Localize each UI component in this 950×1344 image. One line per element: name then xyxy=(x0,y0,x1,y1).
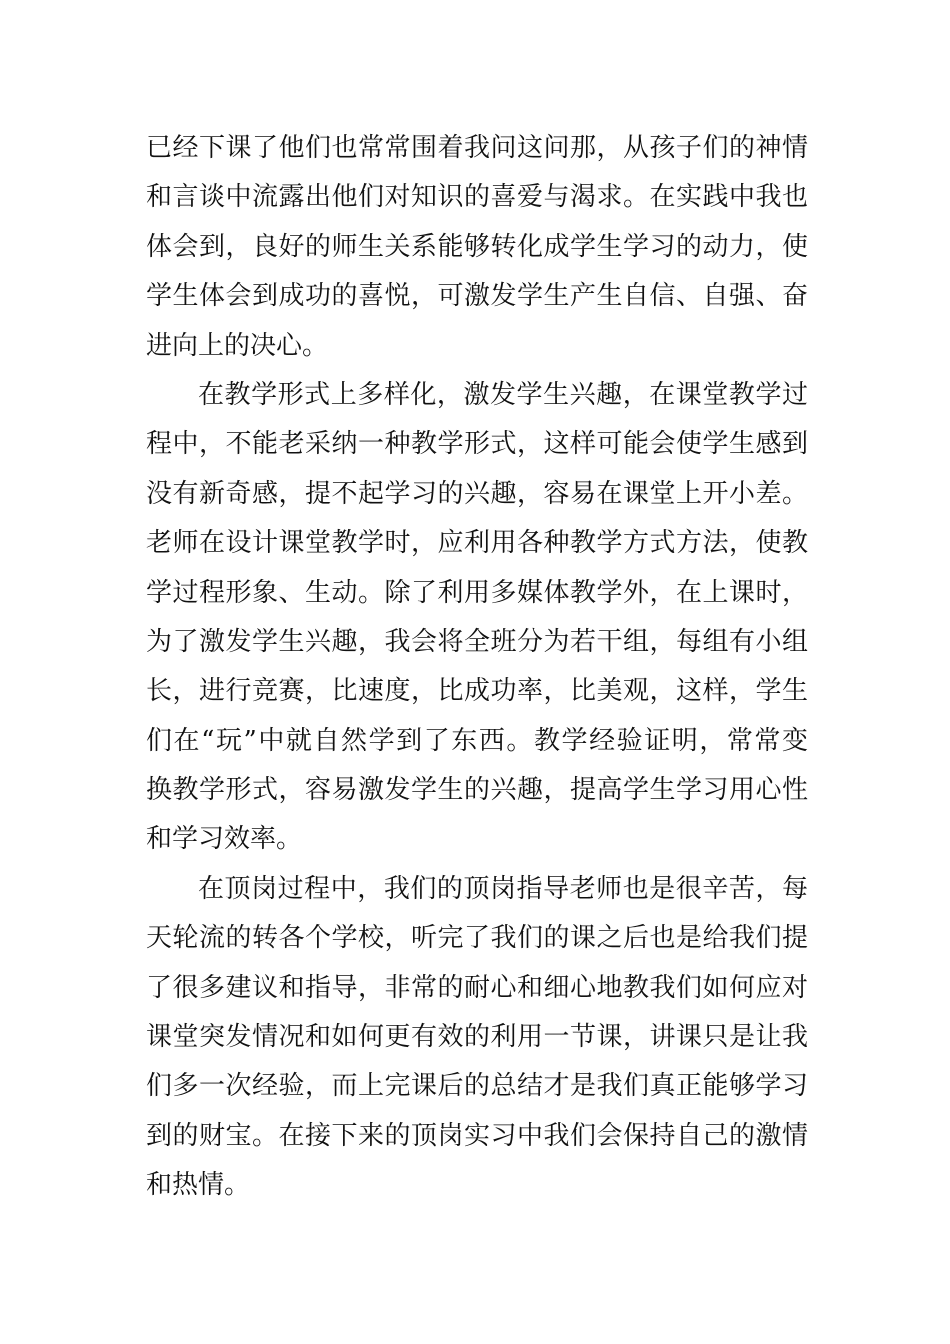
text-line: 没有新奇感，提不起学习的兴趣，容易在课堂上开小差。 xyxy=(146,478,808,509)
text-line: 程中，不能老采纳一种教学形式，这样可能会使学生感到 xyxy=(146,429,808,460)
text-line: 长，进行竞赛，比速度，比成功率，比美观，这样，学生 xyxy=(146,676,808,707)
body-text xyxy=(146,124,808,1211)
text-line: 为了激发学生兴趣，我会将全班分为若干组，每组有小组 xyxy=(146,626,808,657)
text-line: 了很多建议和指导，非常的耐心和细心地教我们如何应对 xyxy=(146,972,808,1003)
text-line: 在教学形式上多样化，激发学生兴趣，在课堂教学过 xyxy=(198,379,808,410)
paragraph-1 xyxy=(146,124,808,371)
text-line: 们在“玩”中就自然学到了东西。教学经验证明，常常变 xyxy=(146,725,808,756)
text-line: 学生体会到成功的喜悦，可激发学生产生自信、自强、奋 xyxy=(146,281,808,312)
paragraph-3 xyxy=(146,865,808,1211)
text-line: 学过程形象、生动。除了利用多媒体教学外，在上课时， xyxy=(146,577,808,608)
text-line: 老师在设计课堂教学时，应利用各种教学方式方法，使教 xyxy=(146,528,808,559)
text-line: 进向上的决心。 xyxy=(146,330,329,361)
text-line: 换教学形式，容易激发学生的兴趣，提高学生学习用心性 xyxy=(146,775,808,806)
paragraph-2 xyxy=(146,371,808,865)
text-line: 在顶岗过程中，我们的顶岗指导老师也是很辛苦，每 xyxy=(198,873,808,904)
text-line: 天轮流的转各个学校，听完了我们的课之后也是给我们提 xyxy=(146,923,808,954)
text-line: 体会到，良好的师生关系能够转化成学生学习的动力，使 xyxy=(146,231,808,262)
text-line: 课堂突发情况和如何更有效的利用一节课，讲课只是让我 xyxy=(146,1022,808,1053)
text-line: 和热情。 xyxy=(146,1170,251,1201)
text-line: 已经下课了他们也常常围着我问这问那，从孩子们的神情 xyxy=(146,133,808,163)
text-line: 和言谈中流露出他们对知识的喜爱与渴求。在实践中我也 xyxy=(146,182,808,213)
text-line: 和学习效率。 xyxy=(146,824,303,855)
text-line: 们多一次经验，而上完课后的总结才是我们真正能够学习 xyxy=(146,1071,808,1102)
text-line: 到的财宝。在接下来的顶岗实习中我们会保持自己的激情 xyxy=(146,1120,808,1151)
